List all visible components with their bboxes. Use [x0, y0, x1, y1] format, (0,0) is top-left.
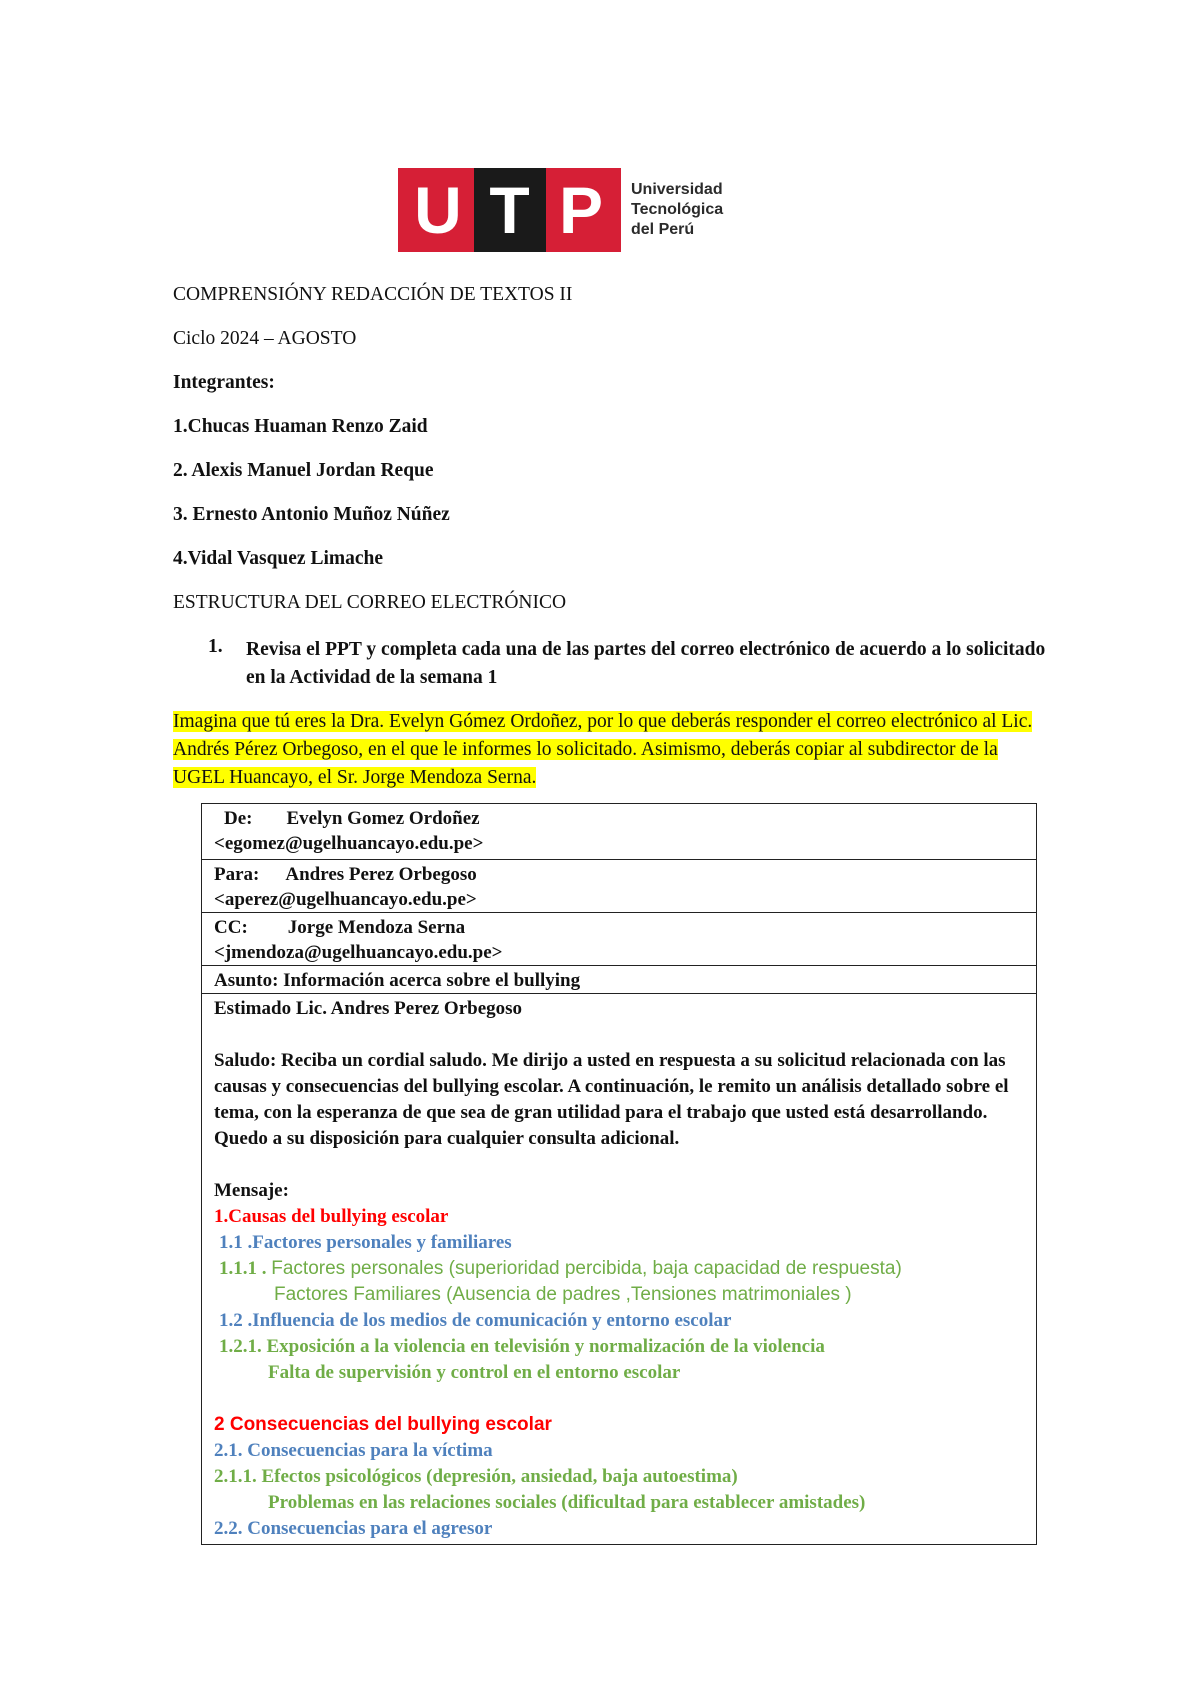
outline-item-2-1-1-cont: Problemas en las relaciones sociales (dificultad para establecer amistades): [268, 1492, 866, 1513]
question-text: Revisa el PPT y completa cada una de las partes del correo electrónico de acuerdo a lo solicitado en la Actividad de la semana 1: [246, 639, 1046, 688]
email-subject-row: [202, 966, 1037, 994]
outline-item-1-1: 1.1 .Factores personales y familiares: [219, 1232, 512, 1253]
email-from-row: [202, 804, 1037, 860]
outline-item-1-1-1-cont: Factores Familiares (Ausencia de padres ,Tensiones matrimoniales ): [274, 1284, 852, 1305]
to-label: Para:: [214, 864, 260, 885]
outline-item-1-2-1: 1.2.1. Exposición a la violencia en televisión y normalización de la violencia: [219, 1336, 825, 1357]
from-name: Evelyn Gomez Ordoñez: [286, 808, 480, 829]
outline-text: Factores personales (superioridad percibida, baja capacidad de respuesta): [271, 1258, 902, 1279]
cc-name: Jorge Mendoza Serna: [287, 917, 466, 938]
logo-university-name: [631, 180, 723, 240]
cc-label: CC:: [214, 917, 248, 938]
outline-number: 1.1.1 .: [219, 1258, 267, 1279]
email-structure-table: [201, 803, 1037, 1545]
utp-logo: [398, 160, 730, 260]
outline-item-2-2: 2.2. Consecuencias para el agresor: [214, 1518, 493, 1539]
logo-letter-t: T: [489, 173, 530, 247]
message-label: Mensaje:: [214, 1180, 289, 1201]
email-body-row: [202, 994, 1037, 1545]
logo-name-line: Universidad: [631, 181, 723, 198]
member-item: 3. Ernesto Antonio Muñoz Núñez: [173, 504, 450, 525]
question-number: 1.: [208, 636, 223, 657]
subject-line: Asunto: Información acerca sobre el bullying: [214, 970, 581, 991]
to-name: Andres Perez Orbegoso: [285, 864, 477, 885]
instruction-text: Imagina que tú eres la Dra. Evelyn Gómez Ordoñez, por lo que deberás responder el correo electrónico al Lic. Andrés Pérez Orbegoso, en el que le informes lo solicitado. Asimismo, deberás copiar al subdirector de la UGEL Huancayo, el Sr. Jorge Mendoza Serna.: [173, 711, 1033, 788]
email-cc-row: [202, 913, 1037, 966]
cc-email: <jmendoza@ugelhuancayo.edu.pe>: [214, 942, 503, 963]
outline-causes-title: 1.Causas del bullying escolar: [214, 1206, 449, 1227]
outline-consequences-title: 2 Consecuencias del bullying escolar: [214, 1414, 552, 1435]
to-email: <aperez@ugelhuancayo.edu.pe>: [214, 889, 477, 910]
course-title: COMPRENSIÓNY REDACCIÓN DE TEXTOS II: [173, 284, 573, 305]
section-title: ESTRUCTURA DEL CORREO ELECTRÓNICO: [173, 592, 567, 613]
email-to-row: [202, 860, 1037, 913]
outline-item-1-2: 1.2 .Influencia de los medios de comunicación y entorno escolar: [219, 1310, 732, 1331]
member-item: 2. Alexis Manuel Jordan Reque: [173, 460, 434, 481]
member-item: 4.Vidal Vasquez Limache: [173, 548, 384, 569]
logo-name-line: Tecnológica: [631, 201, 724, 218]
instruction-highlighted: [173, 708, 1033, 792]
outline-item-1-1-1: [214, 1256, 1024, 1282]
outline-item-2-1-1: 2.1.1. Efectos psicológicos (depresión, ansiedad, baja autoestima): [214, 1466, 738, 1487]
email-greeting: Estimado Lic. Andres Perez Orbegoso: [214, 998, 523, 1019]
from-email: <egomez@ugelhuancayo.edu.pe>: [214, 833, 484, 854]
cycle-label: Ciclo 2024 – AGOSTO: [173, 328, 357, 349]
members-label: Integrantes:: [173, 372, 275, 393]
logo-letter-u: U: [414, 173, 462, 247]
logo-name-line: del Perú: [631, 221, 695, 238]
logo-letter-t-block: [474, 168, 546, 252]
logo-letter-p: P: [558, 173, 604, 247]
outline-item-1-2-1-cont: Falta de supervisión y control en el entorno escolar: [268, 1362, 681, 1383]
member-item: 1.Chucas Huaman Renzo Zaid: [173, 416, 428, 437]
utp-logo-mark: [398, 168, 621, 252]
email-salutation: Saludo: Reciba un cordial saludo. Me dirijo a usted en respuesta a su solicitud relacionada con las causas y consecuencias del bullying escolar. A continuación, le remito un análisis detallado sobre el tema, con la esperanza de que sea de gran utilidad para el trabajo que usted está desarrollando. Quedo a su disposición para cualquier consulta adicional.: [214, 1050, 1009, 1149]
outline-item-2-1: 2.1. Consecuencias para la víctima: [214, 1440, 493, 1461]
from-label: De:: [224, 808, 253, 829]
